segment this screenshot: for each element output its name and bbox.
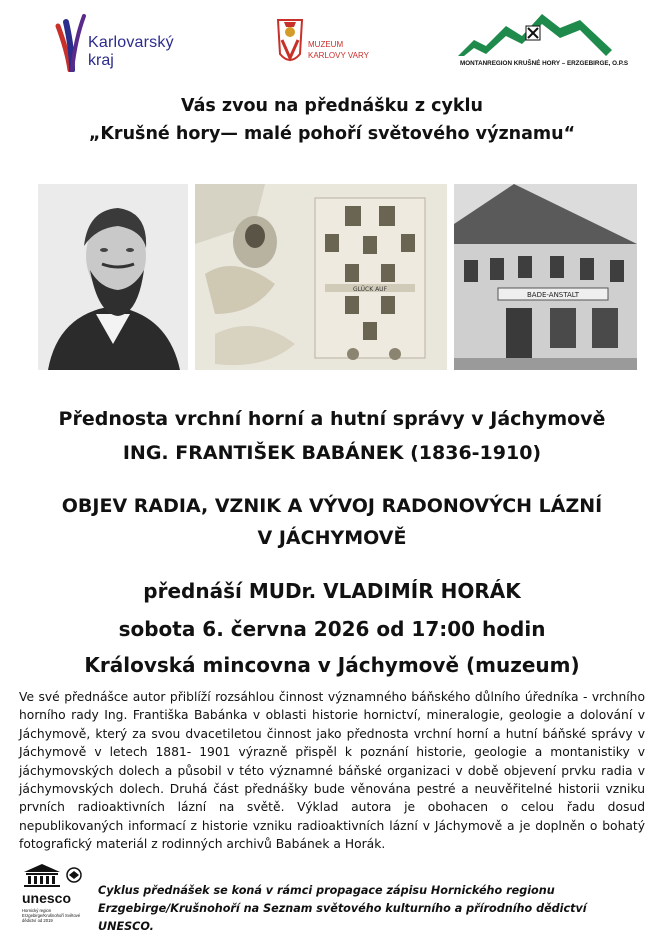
speaker: přednáší MUDr. VLADIMÍR HORÁK [143,579,521,603]
headline-line4: V JÁCHYMOVĚ [257,527,407,549]
building-photo [454,184,637,370]
invite-line2: „Krušné hory— malé pohoří světového významu“ [88,124,576,144]
muzeum-line1: MUZEUM [308,40,344,49]
footer-note: Cyklus přednášek se koná v rámci propagace zápisu Hornického regionu Erzgebirge/Krušnohoří na Seznam světového kulturního a přírodního dědictví UNESCO. [98,884,587,933]
portrait-photo [38,184,188,370]
description-text: Ve své přednášce autor přiblíží rozsáhlou činnost významného báňského důlního úředníka - vrchního horního rady Ing. Františka Babánka v oblasti historie hornictví, mineralogie, geologie a dolování v Jáchymově, který za svou dvacetiletou činnost jako přednosta vrchní horní a hutní báňské správy v Jáchymově v letech 1881- 1901 výrazně přispěl k poznání historie, geologie a montanistiky v jáchymovských dolech a působil v této významné báňské organizaci v době objevení prvku radia v jáchymovských dolech. Druhá část přednášky bude věnována pestré a neuvěřitelné historii vzniku prvních radioaktivních lázní na světě. Výklad autora je obohacen o celou řadu dosud nepublikovaných informací z historie vzniku radioaktivních lázní v Jáchymově a je doplněn o bohatý fotografický materiál z rodinných archivů Babánek a Horák. [19,690,645,852]
muzeum-karlovy-vary-logo [274,14,384,68]
collage-label: GLÜCK AUF [352,286,388,293]
montanregion-text: MONTANREGION KRUŠNÉ HORY – ERZGEBIRGE, O.P.S [460,60,629,67]
muzeum-crest-icon [274,14,306,68]
headline-line3: OBJEV RADIA, VZNIK A VÝVOJ RADONOVÝCH LÁZNÍ [61,495,603,517]
karlovarsky-kraj-logo [54,12,204,72]
unesco-word: unesco [22,890,72,906]
headline-line2: ING. FRANTIŠEK BABÁNEK (1836-1910) [122,442,542,464]
unesco-caption: Hornický region Erzgebirge/Krušnohoří Světové dědictví od 2019 [22,908,81,923]
unesco-temple-icon [22,862,82,888]
mountains-icon [456,10,616,58]
karlovarsky-line2: kraj [88,52,114,69]
building-sign: BADE-ANSTALT [527,291,579,299]
event-venue: Královská mincovna v Jáchymově (muzeum) [84,653,580,677]
headline-line1: Přednosta vrchní horní a hutní správy v Jáchymově [58,408,606,430]
event-datetime: sobota 6. června 2026 od 17:00 hodin [118,617,546,641]
karlovarsky-line1: Karlovarský [88,34,174,51]
montanregion-logo [456,10,629,70]
invite-line1: Vás zvou na přednášku z cyklu [180,96,483,116]
collage-photo [195,184,447,370]
karlovarsky-kraj-emblem [54,12,88,72]
muzeum-line2: KARLOVY VARY [308,51,369,60]
unesco-logo [22,862,94,932]
